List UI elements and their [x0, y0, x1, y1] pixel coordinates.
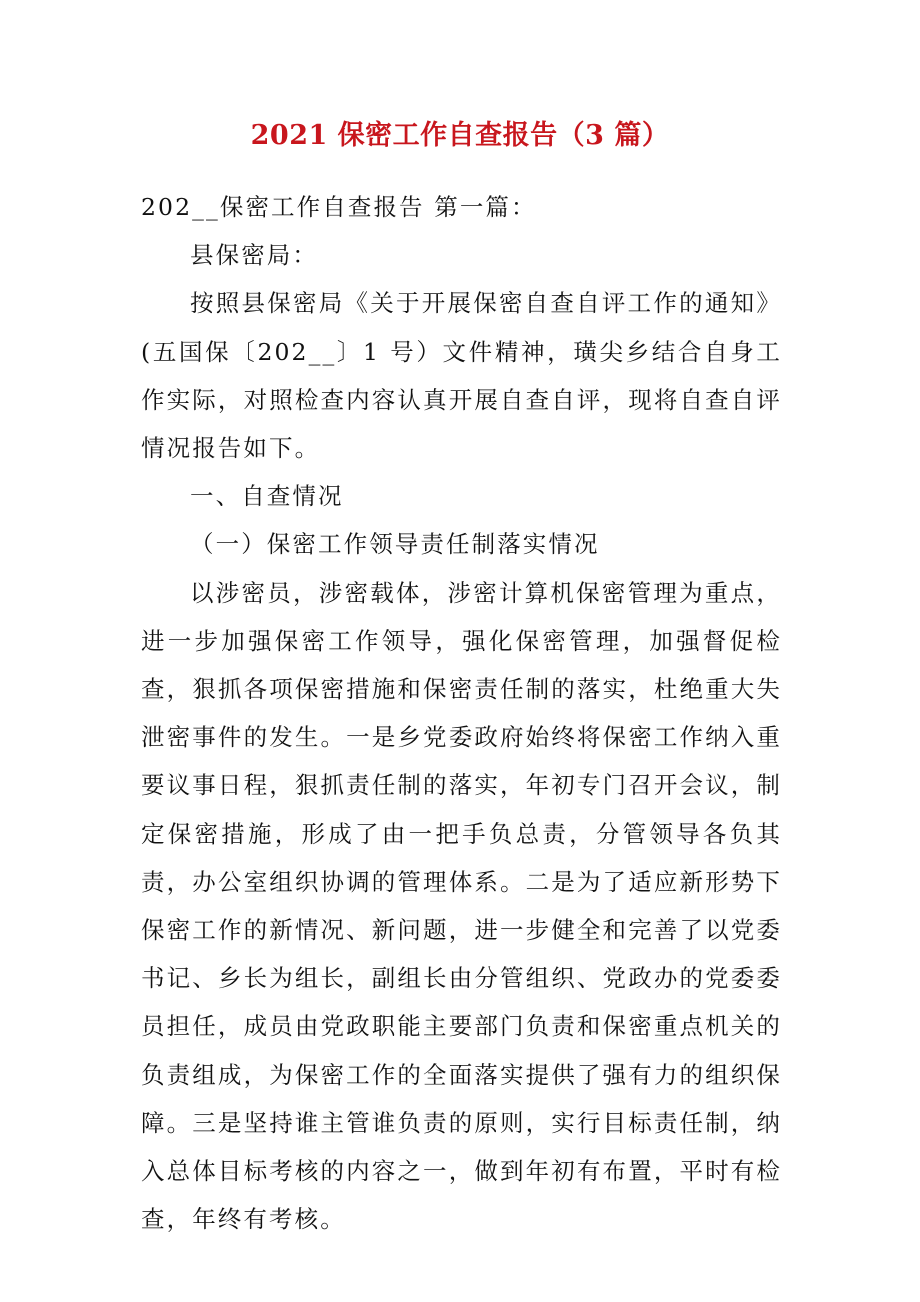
subheading-leadership-responsibility: （一）保密工作领导责任制落实情况 — [190, 530, 600, 559]
body-paragraph: 以涉密员，涉密载体，涉密计算机保密管理为重点，进一步加强保密工作领导，强化保密管理，加强督促检查，狠抓各项保密措施和保密责任制的落实，杜绝重大失泄密事件的发生。一是乡党委政府始终将保密工作纳入重要议事日程，狠抓责任制的落实，年初专门召开会议，制定保密措施，形成了由一把手负总责，分管领导各负其责，办公室组织协调的管理体系。二是为了适应新形势下保密工作的新情况、新问题，进一步健全和完善了以党委书记、乡长为组长，副组长由分管组织、党政办的党委委员担任，成员由党政职能主要部门负责和保密重点机关的负责组成，为保密工作的全面落实提供了强有力的组织保障。三是坚持谁主管谁负责的原则，实行目标责任制，纳入总体目标考核的内容之一，做到年初有布置，平时有检查，年终有考核。 — [141, 578, 782, 1234]
subheading-self-check: 一、自查情况 — [190, 482, 344, 511]
intro-paragraph: 按照县保密局《关于开展保密自查自评工作的通知》(五国保〔202__〕1 号）文件精神，璜尖乡结合自身工作实际，对照检查内容认真开展自查自评，现将自查自评情况报告如下。 — [141, 289, 782, 463]
section-heading: 202__保密工作自查报告 第一篇： — [141, 193, 537, 221]
document-title: 2021 保密工作自查报告（3 篇） — [250, 120, 670, 151]
salutation: 县保密局： — [190, 241, 318, 270]
document-body — [141, 183, 782, 1243]
